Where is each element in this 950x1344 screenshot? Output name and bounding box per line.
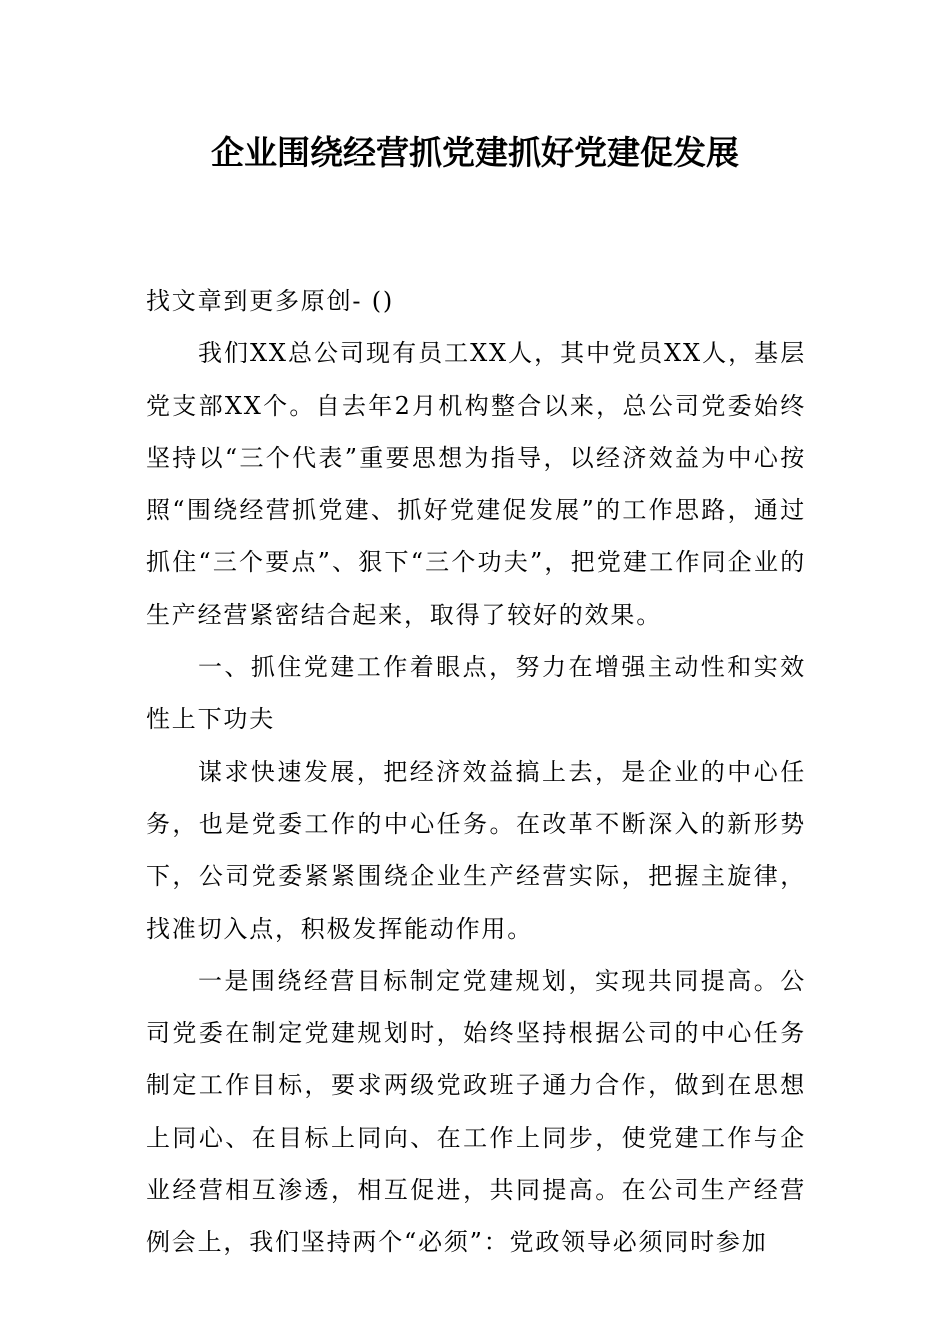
document-title: 企业围绕经营抓党建抓好党建促发展 — [211, 133, 739, 172]
intro-paragraph: 我们XX总公司现有员工XX人，其中党员XX人，基层党支部XX个。自去年2月机构整合以来，总公司党委始终坚持以“三个代表”重要思想为指导，以经济效益为中心按照“围绕经营抓党建、抓好党建促发展”的工作思路，通过抓住“三个要点”、狠下“三个功夫”，把党建工作同企业的生产经营紧密结合起来，取得了较好的效果。 — [146, 339, 806, 629]
document-body — [146, 275, 806, 1269]
section-heading: 一、抓住党建工作着眼点，努力在增强主动性和实效性上下功夫 — [146, 653, 806, 734]
source-line: 找文章到更多原创- () — [146, 287, 395, 315]
body-paragraph: 一是围绕经营目标制定党建规划，实现共同提高。公司党委在制定党建规划时，始终坚持根据公司的中心任务制定工作目标，要求两级党政班子通力合作，做到在思想上同心、在目标上同向、在工作上同步，使党建工作与企业经营相互渗透，相互促进，共同提高。在公司生产经营例会上，我们坚持两个“必须”：党政领导必须同时参加 — [146, 966, 806, 1257]
body-paragraph: 谋求快速发展，把经济效益搞上去，是企业的中心任务，也是党委工作的中心任务。在改革不断深入的新形势下，公司党委紧紧围绕企业生产经营实际，把握主旋律，找准切入点，积极发挥能动作用。 — [146, 757, 806, 943]
